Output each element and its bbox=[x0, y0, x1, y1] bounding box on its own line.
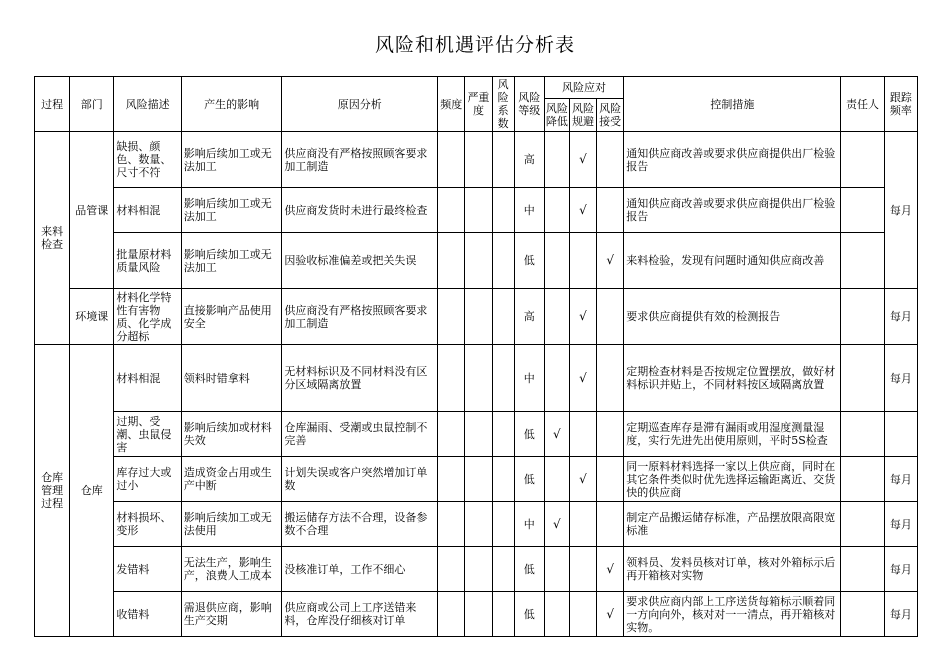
header-level: 风险等级 bbox=[514, 77, 544, 132]
coef-cell bbox=[492, 502, 514, 547]
severity-cell bbox=[465, 132, 492, 188]
header-control: 控制措施 bbox=[624, 77, 841, 132]
coef-cell bbox=[492, 345, 514, 412]
level-cell: 低 bbox=[514, 547, 544, 592]
coef-cell bbox=[492, 457, 514, 502]
level-cell: 中 bbox=[514, 502, 544, 547]
avoid-cell: √ bbox=[569, 289, 596, 345]
table-row bbox=[35, 188, 918, 233]
avoid-cell bbox=[569, 547, 596, 592]
impact-cell: 无法生产，影响生产，浪费人工成本 bbox=[181, 547, 282, 592]
control-cell: 定期巡查库存是滞有漏雨或用湿度测量湿度，实行先进先出使用原则，平时5S检查 bbox=[624, 412, 841, 457]
table-row bbox=[35, 132, 918, 188]
header-reduce: 风险降低 bbox=[544, 99, 569, 132]
risk-desc-cell: 批量原材料质量风险 bbox=[114, 233, 181, 289]
severity-cell bbox=[465, 345, 492, 412]
avoid-cell: √ bbox=[569, 345, 596, 412]
reduce-cell bbox=[544, 457, 569, 502]
cause-cell: 供应商没有严格按照顾客要求加工制造 bbox=[282, 289, 438, 345]
accept-cell: √ bbox=[597, 547, 624, 592]
header-avoid: 风险规避 bbox=[569, 99, 596, 132]
owner-cell bbox=[841, 289, 884, 345]
accept-cell bbox=[597, 188, 624, 233]
impact-cell: 影响后续加工或无法加工 bbox=[181, 233, 282, 289]
track-cell bbox=[884, 412, 917, 457]
table-row bbox=[35, 412, 918, 457]
control-cell: 领料员、发料员核对订单，核对外箱标示后再开箱核对实物 bbox=[624, 547, 841, 592]
coef-cell bbox=[492, 592, 514, 637]
coef-cell bbox=[492, 547, 514, 592]
track-cell: 每月 bbox=[884, 132, 917, 289]
accept-cell bbox=[597, 289, 624, 345]
freq-cell bbox=[438, 502, 465, 547]
cause-cell: 供应商或公司上工序送错来料，仓库没仔细核对订单 bbox=[282, 592, 438, 637]
severity-cell bbox=[465, 592, 492, 637]
dept-cell-env: 环境课 bbox=[70, 289, 114, 345]
header-response: 风险应对 bbox=[544, 77, 623, 99]
track-cell: 每月 bbox=[884, 502, 917, 547]
header-severity: 严重度 bbox=[465, 77, 492, 132]
accept-cell bbox=[597, 502, 624, 547]
track-cell: 每月 bbox=[884, 457, 917, 502]
header-freq: 频度 bbox=[438, 77, 465, 132]
table-row bbox=[35, 502, 918, 547]
reduce-cell bbox=[544, 132, 569, 188]
freq-cell bbox=[438, 457, 465, 502]
impact-cell: 影响后续加工或无法使用 bbox=[181, 502, 282, 547]
impact-cell: 直接影响产品使用安全 bbox=[181, 289, 282, 345]
level-cell: 低 bbox=[514, 592, 544, 637]
risk-desc-cell: 材料相混 bbox=[114, 188, 181, 233]
freq-cell bbox=[438, 289, 465, 345]
risk-desc-cell: 发错料 bbox=[114, 547, 181, 592]
header-dept: 部门 bbox=[70, 77, 114, 132]
avoid-cell: √ bbox=[569, 132, 596, 188]
control-cell: 同一原料材料选择一家以上供应商，同时在其它条件类似时优先选择运输距离近、交货快的供应商 bbox=[624, 457, 841, 502]
coef-cell bbox=[492, 233, 514, 289]
level-cell: 中 bbox=[514, 188, 544, 233]
header-risk-desc: 风险描述 bbox=[114, 77, 181, 132]
freq-cell bbox=[438, 188, 465, 233]
risk-desc-cell: 缺损、颜色、数量、尺寸不符 bbox=[114, 132, 181, 188]
avoid-cell: √ bbox=[569, 457, 596, 502]
freq-cell bbox=[438, 132, 465, 188]
owner-cell bbox=[841, 132, 884, 188]
severity-cell bbox=[465, 289, 492, 345]
risk-desc-cell: 材料化学特性有害物质、化学成分超标 bbox=[114, 289, 181, 345]
owner-cell bbox=[841, 592, 884, 637]
control-cell: 来料检验，发现有问题时通知供应商改善 bbox=[624, 233, 841, 289]
table-row bbox=[35, 457, 918, 502]
coef-cell bbox=[492, 412, 514, 457]
reduce-cell bbox=[544, 592, 569, 637]
accept-cell bbox=[597, 412, 624, 457]
owner-cell bbox=[841, 412, 884, 457]
avoid-cell: √ bbox=[569, 188, 596, 233]
risk-desc-cell: 收错料 bbox=[114, 592, 181, 637]
control-cell: 通知供应商改善或要求供应商提供出厂检验报告 bbox=[624, 132, 841, 188]
reduce-cell bbox=[544, 233, 569, 289]
risk-desc-cell: 材料相混 bbox=[114, 345, 181, 412]
owner-cell bbox=[841, 233, 884, 289]
accept-cell bbox=[597, 345, 624, 412]
owner-cell bbox=[841, 457, 884, 502]
header-coef: 风险系数 bbox=[492, 77, 514, 132]
level-cell: 高 bbox=[514, 132, 544, 188]
cause-cell: 计划失误或客户突然增加订单数 bbox=[282, 457, 438, 502]
severity-cell bbox=[465, 547, 492, 592]
reduce-cell: √ bbox=[544, 412, 569, 457]
table-row bbox=[35, 289, 918, 345]
level-cell: 低 bbox=[514, 457, 544, 502]
impact-cell: 影响后续加或材料失效 bbox=[181, 412, 282, 457]
table-row bbox=[35, 547, 918, 592]
header-owner: 责任人 bbox=[841, 77, 884, 132]
risk-assessment-table bbox=[34, 76, 918, 637]
accept-cell bbox=[597, 457, 624, 502]
freq-cell bbox=[438, 233, 465, 289]
header-accept: 风险接受 bbox=[597, 99, 624, 132]
level-cell: 低 bbox=[514, 233, 544, 289]
cause-cell: 搬运储存方法不合理，设备参数不合理 bbox=[282, 502, 438, 547]
freq-cell bbox=[438, 547, 465, 592]
track-cell: 每月 bbox=[884, 345, 917, 412]
coef-cell bbox=[492, 289, 514, 345]
avoid-cell bbox=[569, 592, 596, 637]
reduce-cell bbox=[544, 345, 569, 412]
table-row bbox=[35, 592, 918, 637]
level-cell: 低 bbox=[514, 412, 544, 457]
severity-cell bbox=[465, 233, 492, 289]
header-process: 过程 bbox=[35, 77, 70, 132]
accept-cell: √ bbox=[597, 592, 624, 637]
cause-cell: 供应商没有严格按照顾客要求加工制造 bbox=[282, 132, 438, 188]
header-track: 跟踪频率 bbox=[884, 77, 917, 132]
freq-cell bbox=[438, 412, 465, 457]
avoid-cell bbox=[569, 502, 596, 547]
severity-cell bbox=[465, 457, 492, 502]
risk-desc-cell: 库存过大或过小 bbox=[114, 457, 181, 502]
impact-cell: 领料时错拿料 bbox=[181, 345, 282, 412]
control-cell: 要求供应商内部上工序送货每箱标示顺着同一方向向外，核对对一一清点，再开箱核对实物。 bbox=[624, 592, 841, 637]
page-title: 风险和机遇评估分析表 bbox=[374, 34, 575, 56]
impact-cell: 影响后续加工或无法加工 bbox=[181, 132, 282, 188]
cause-cell: 因验收标准偏差或把关失误 bbox=[282, 233, 438, 289]
freq-cell bbox=[438, 345, 465, 412]
severity-cell bbox=[465, 188, 492, 233]
dept-cell-quality: 品管课 bbox=[70, 132, 114, 289]
level-cell: 高 bbox=[514, 289, 544, 345]
coef-cell bbox=[492, 188, 514, 233]
control-cell: 定期检查材料是否按规定位置摆放，做好材料标识并贴上，不同材料按区域隔离放置 bbox=[624, 345, 841, 412]
owner-cell bbox=[841, 345, 884, 412]
control-cell: 制定产品搬运储存标准，产品摆放限高限宽标准 bbox=[624, 502, 841, 547]
risk-desc-cell: 过期、受潮、虫鼠侵害 bbox=[114, 412, 181, 457]
cause-cell: 供应商发货时未进行最终检查 bbox=[282, 188, 438, 233]
freq-cell bbox=[438, 592, 465, 637]
owner-cell bbox=[841, 547, 884, 592]
accept-cell bbox=[597, 132, 624, 188]
impact-cell: 影响后续加工或无法加工 bbox=[181, 188, 282, 233]
track-cell: 每月 bbox=[884, 289, 917, 345]
owner-cell bbox=[841, 502, 884, 547]
severity-cell bbox=[465, 502, 492, 547]
risk-desc-cell: 材料损坏、变形 bbox=[114, 502, 181, 547]
control-cell: 要求供应商提供有效的检测报告 bbox=[624, 289, 841, 345]
cause-cell: 没核准订单，工作不细心 bbox=[282, 547, 438, 592]
severity-cell bbox=[465, 412, 492, 457]
table-row bbox=[35, 345, 918, 412]
reduce-cell bbox=[544, 547, 569, 592]
table-row bbox=[35, 233, 918, 289]
process-cell-incoming: 来料检查 bbox=[35, 132, 70, 345]
reduce-cell bbox=[544, 188, 569, 233]
cause-cell: 仓库漏雨、受潮或虫鼠控制不完善 bbox=[282, 412, 438, 457]
cause-cell: 无材料标识及不同材料没有区分区域隔离放置 bbox=[282, 345, 438, 412]
dept-cell-warehouse: 仓库 bbox=[70, 345, 114, 637]
reduce-cell bbox=[544, 289, 569, 345]
header-cause: 原因分析 bbox=[282, 77, 438, 132]
avoid-cell bbox=[569, 233, 596, 289]
control-cell: 通知供应商改善或要求供应商提供出厂检验报告 bbox=[624, 188, 841, 233]
process-cell-warehouse: 仓库管理过程 bbox=[35, 345, 70, 637]
track-cell: 每月 bbox=[884, 547, 917, 592]
impact-cell: 造成资金占用或生产中断 bbox=[181, 457, 282, 502]
level-cell: 中 bbox=[514, 345, 544, 412]
avoid-cell bbox=[569, 412, 596, 457]
reduce-cell: √ bbox=[544, 502, 569, 547]
accept-cell: √ bbox=[597, 233, 624, 289]
track-cell: 每月 bbox=[884, 592, 917, 637]
header-impact: 产生的影响 bbox=[181, 77, 282, 132]
coef-cell bbox=[492, 132, 514, 188]
owner-cell bbox=[841, 188, 884, 233]
impact-cell: 需退供应商，影响生产交期 bbox=[181, 592, 282, 637]
